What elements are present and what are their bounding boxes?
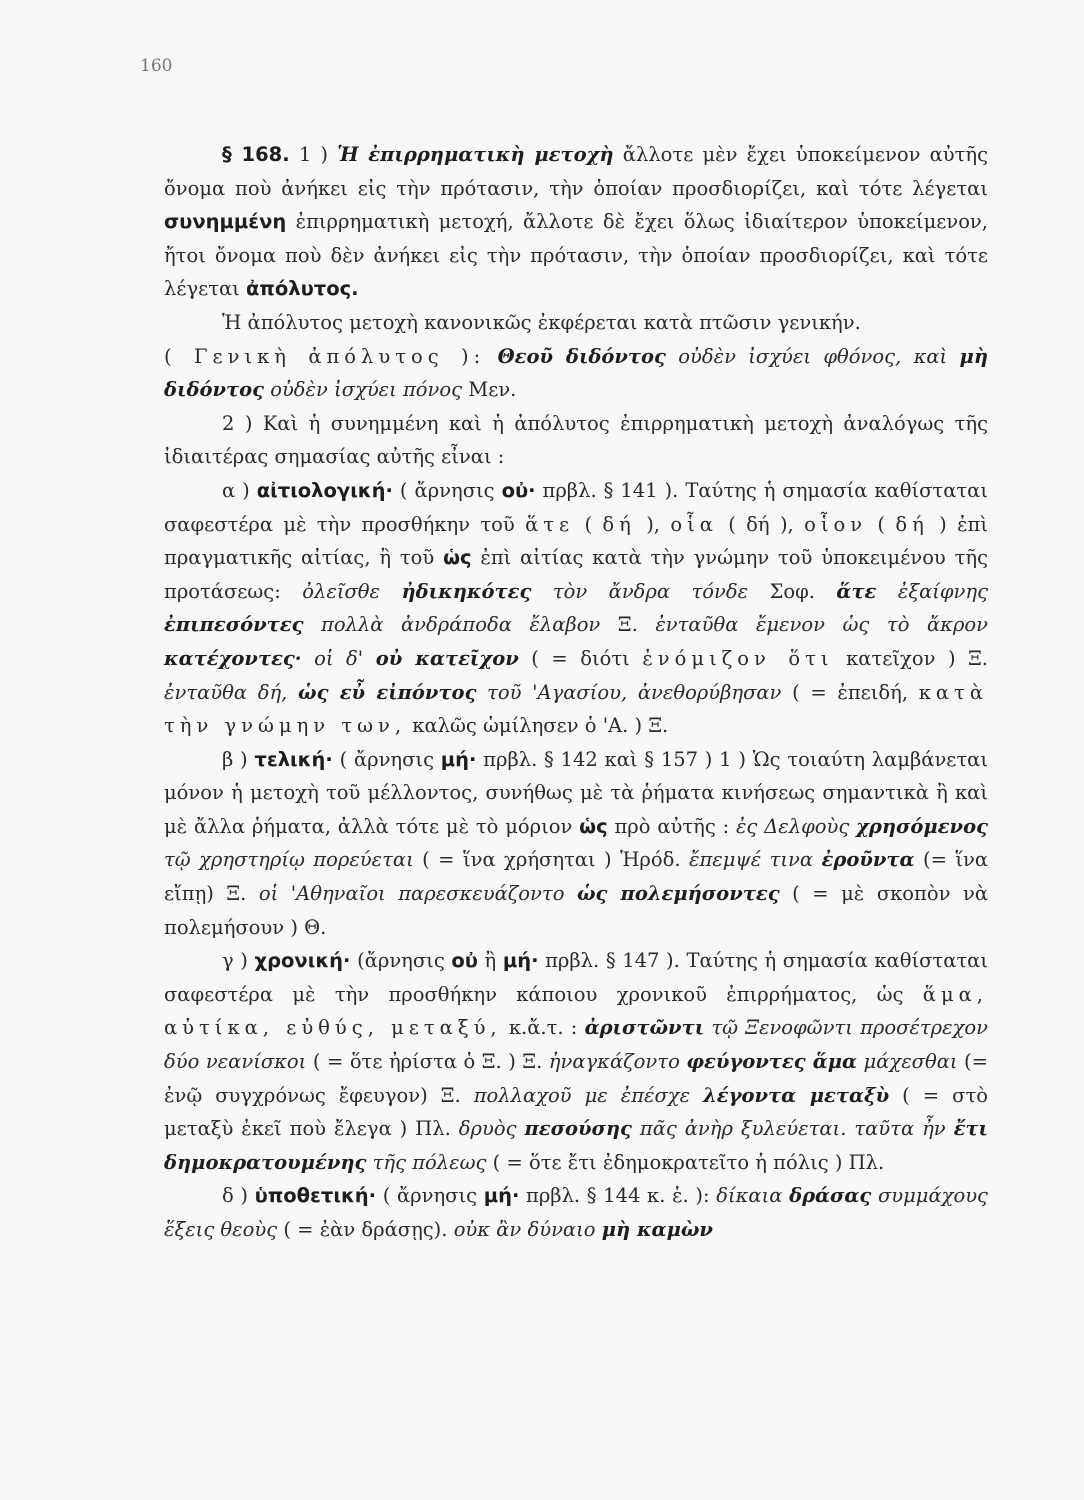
example-italic: οὐκ ἂν δύναιο [453, 1218, 596, 1241]
text-run: ( ἄρνησις [332, 747, 441, 771]
example-bold: ὡς πολεμήσοντες [576, 882, 780, 906]
text-run: ( ἄρνησις [392, 478, 502, 502]
text-run [531, 580, 552, 603]
example-italic: πᾶς ἀνὴρ ξυλεύεται. ταῦτα ἦν [639, 1117, 946, 1141]
text-run [485, 345, 497, 368]
example-bold: πεσούσης [524, 1117, 632, 1141]
citation: (= ἵνα εἴπῃ) Ξ. [164, 848, 989, 906]
example-italic: οὐδὲν ἰσχύει φθόνος, καὶ [678, 344, 948, 368]
example-bold: δράσας [789, 1184, 872, 1208]
particle-hos: ὡς [579, 814, 608, 838]
negation-me: μή· [440, 747, 477, 771]
paragraph-genitive-example [164, 340, 988, 407]
example-italic: ἐξαίφνης [897, 579, 989, 603]
text-run [380, 580, 401, 603]
section-number: § 168. [222, 143, 290, 166]
example-italic: μάχεσθαι [863, 1050, 958, 1074]
term-conjunct: συνημμένη [164, 210, 287, 234]
example-italic: ὀλεῖσθε [302, 579, 380, 603]
text-run: ἐπιρρηματικὴ μετοχή, ἄλλοτε δὲ ἔχει ὅλως ἰδιαίτερον ὑποκείμενον, ἤτοι ὄνομα ποὺ δὲν ἀνήκει εἰς τὴν πρότασιν, τὴν ὁποίαν προσδιορίζει, καὶ τότε λέγεται [164, 210, 988, 301]
heading-causal: αἰτιολογική· [256, 478, 393, 502]
text-run: ( ἄρνησις [376, 1184, 484, 1208]
particle: οἷα [670, 512, 718, 536]
negation-ou: οὐ· [501, 478, 536, 502]
negation-me: μή· [502, 949, 539, 973]
example-italic: συμμάχους ἕξεις θεοὺς [164, 1184, 988, 1241]
text-body [164, 138, 988, 1247]
example-italic: ἔπεμψέ τινα [689, 848, 814, 872]
example-bold: ὡς εὖ εἰπόντος [298, 680, 477, 704]
text-run: γ ) [222, 949, 255, 973]
text-run: ( = ἐπειδή, [781, 680, 919, 704]
page-number: 160 [140, 56, 173, 76]
text-run: 1 ) [289, 143, 338, 166]
example-italic: τῷ χρηστηρίῳ πορεύεται [164, 848, 414, 872]
example-bold: μὴ καμὼν [601, 1218, 713, 1241]
text-run: ( = διότι [518, 646, 643, 670]
label-genitive-absolute: ( Γενικὴ ἀπόλυτος ): [164, 344, 486, 368]
text-run: ἐπὶ αἰτίας κατὰ τὴν γνώμην τοῦ ὑποκειμένου τῆς προτάσεως: [164, 546, 988, 603]
citation: ( = ὅτε ἠρίστα ὁ Ξ. ) Ξ. [306, 1050, 549, 1074]
text-run: β ) [222, 747, 255, 771]
particle: ἅτε [525, 512, 575, 536]
example-italic: δρυὸς [458, 1117, 517, 1141]
paragraph-temporal [164, 944, 988, 1179]
text-run: πρβλ. § 141 ). Ταύτης ἡ σημασία καθίσταται σαφεστέρα μὲ τὴν προσθήκην τοῦ [164, 478, 988, 536]
text-run: πρβλ. § 144 κ. ἑ. ): [519, 1184, 717, 1208]
example-bold: ἀριστῶντι [584, 1016, 705, 1040]
text-run: πρβλ. § 147 ). Ταύτης ἡ σημασία καθίσταται σαφεστέρα μὲ τὴν προσθήκην κάποιου χρονικοῦ ἐπιρρήματος, ὡς [164, 949, 988, 1006]
example-italic: οἱ 'Αθηναῖοι παρεσκευάζοντο [258, 882, 565, 906]
example-italic: οἱ δ' [314, 646, 364, 670]
example-bold: χρησόμενος [856, 814, 988, 838]
heading-conditional: ὑποθετική· [254, 1184, 377, 1208]
text-run [666, 345, 678, 368]
text-run [632, 1117, 640, 1140]
text-run: ), [635, 512, 671, 536]
example-bold: ἠδικηκότες [401, 579, 532, 603]
text-run: ( = ἐὰν δράσῃς). [277, 1218, 454, 1241]
spaced-text: ἐνόμιζον ὅτι [642, 646, 834, 670]
citation: ( = στὸ μεταξὺ ἐκεῖ ποὺ ἔλεγα ) Πλ. [164, 1083, 988, 1141]
heading-final: τελική· [254, 747, 333, 771]
citation: Μεν. [462, 378, 517, 402]
example-italic: ἐς Δελφοὺς [735, 814, 850, 838]
paragraph-final [164, 743, 988, 945]
paragraph-causal [164, 474, 988, 743]
example-italic: τὸν ἄνδρα τόνδε [552, 579, 749, 603]
example-italic: ἠναγκάζοντο [548, 1050, 680, 1074]
example-italic: ἐνταῦθα δή, [164, 680, 288, 704]
text-run [476, 681, 487, 704]
text-run: πρὸ αὐτῆς : [607, 814, 736, 838]
paragraph-168-1 [164, 138, 988, 306]
text-run: α ) [222, 478, 257, 502]
paragraph-168-2: 2 ) Καὶ ἡ συνημμένη καὶ ἡ ἀπόλυτος ἐπιρρηματικὴ μετοχὴ ἀναλόγως τῆς ἰδιαιτέρας σημασίας αὐτῆς εἶναι : [164, 411, 988, 469]
example-italic: πολλὰ ἀνδράποδα ἔλαβον [321, 613, 601, 637]
text-run: (ἄρνησις [350, 949, 452, 973]
particle-hos: ὡς [443, 546, 472, 570]
example-bold: φεύγοντες ἅμα [686, 1050, 858, 1074]
citation: Ξ. [600, 613, 656, 637]
example-italic: τοῦ 'Αγασίου, ἀνεθορύβησαν [487, 680, 782, 704]
text-run: ) ἐπὶ πραγματικῆς αἰτίας, ἢ τοῦ [164, 512, 988, 570]
example-bold: κατέχοντες· [164, 646, 302, 670]
text-run: κ.ἄ.τ. : [501, 1016, 585, 1040]
term-adverbial-participle: Ἡ ἐπιρρηματικὴ μετοχὴ [337, 143, 614, 166]
text-run [303, 613, 321, 636]
text-run: ( [574, 512, 603, 536]
text-run [287, 681, 298, 704]
spaced-adverbs: ἅμα, αὐτίκα, εὐθύς, μεταξύ, [164, 982, 988, 1040]
example-italic: οὐδὲν ἰσχύει πόνος [270, 378, 463, 402]
text-run: ( δή ), [717, 512, 805, 536]
example-bold: ἔτι δημοκρατουμένης [164, 1117, 988, 1174]
particle: δή [602, 512, 636, 536]
spaced-text: κατὰ τὴν γνώμην των, [164, 680, 988, 738]
citation: ( = μὲ σκοπὸν νὰ πολεμήσουν ) Θ. [164, 882, 989, 939]
citation: Σοφ. [748, 579, 837, 603]
text-run: δ ) [222, 1184, 255, 1208]
text-run [363, 647, 376, 670]
example-bold: ἐπιπεσόντες [164, 613, 304, 637]
term-absolute: ἀπόλυτος. [246, 277, 359, 301]
text-run [564, 882, 577, 905]
example-bold: οὐ κατεῖχον [375, 646, 519, 670]
example-bold: λέγοντα μεταξὺ [703, 1083, 890, 1107]
text-run [690, 1084, 703, 1107]
particle: δή [895, 512, 929, 536]
citation: ( = ὅτε ἔτι ἐδημοκρατεῖτο ἡ πόλις ) Πλ. [486, 1150, 885, 1174]
particle: οἷον [804, 512, 868, 536]
citation: κατεῖχον ) Ξ. [833, 646, 988, 670]
text-run [947, 345, 959, 368]
example-bold: ἐροῦντα [821, 848, 915, 872]
example-italic: τῆς πόλεως [372, 1150, 487, 1174]
paragraph-absolute-genitive: Ἡ ἀπόλυτος μετοχὴ κανονικῶς ἐκφέρεται κατὰ πτῶσιν γενικήν. [222, 310, 861, 334]
example-bold: ἅτε [836, 579, 877, 603]
text-run: ἄλλοτε μὲν ἔχει ὑποκείμενον αὐτῆς ὄνομα ποὺ ἀνήκει εἰς τὴν πρότασιν, τὴν ὁποίαν προσδιορίζει, καὶ τότε λέγεται [164, 143, 989, 200]
text-run [302, 647, 315, 670]
example-italic: πολλαχοῦ με ἐπέσχε [473, 1083, 691, 1107]
citation: (= ἐνῷ συγχρόνως ἔφευγον) Ξ. [164, 1050, 988, 1107]
example-italic: τῷ Ξενοφῶντι προσέτρεχον δύο νεανίσκοι [164, 1016, 988, 1074]
example-bold: μὴ διδόντος [164, 344, 988, 402]
text-run: ( [867, 512, 896, 536]
negation-ou: οὐ [451, 949, 478, 973]
citation: καλῶς ὡμίλησεν ὁ 'Α. ) Ξ. [406, 714, 669, 738]
citation: ( = ἵνα χρήσηται ) Ἡρόδ. [413, 848, 690, 872]
text-run [813, 848, 821, 871]
heading-temporal: χρονική· [254, 949, 351, 973]
text-run: πρβλ. § 142 καὶ § 157 ) 1 ) Ὡς τοιαύτη λαμβάνεται μόνον ἡ μετοχὴ τοῦ μέλλοντος, συνήθως μὲ τὰ ῥήματα κινήσεως σημαντικὰ ἢ καὶ μὲ ἄλλα ῥήματα, ἀλλὰ τότε μὲ τὸ μόριον [164, 747, 988, 838]
negation-me: μή· [483, 1184, 520, 1208]
paragraph-conditional [164, 1179, 988, 1246]
text-run [871, 1184, 878, 1207]
example-italic: δίκαια [716, 1184, 783, 1208]
text-run: ἢ [477, 949, 503, 973]
example-italic: ἐνταῦθα ἔμενον ὡς τὸ ἄκρον [655, 613, 988, 637]
text-run [876, 580, 897, 603]
example-bold: Θεοῦ διδόντος [497, 344, 666, 368]
text-run [946, 1117, 954, 1140]
